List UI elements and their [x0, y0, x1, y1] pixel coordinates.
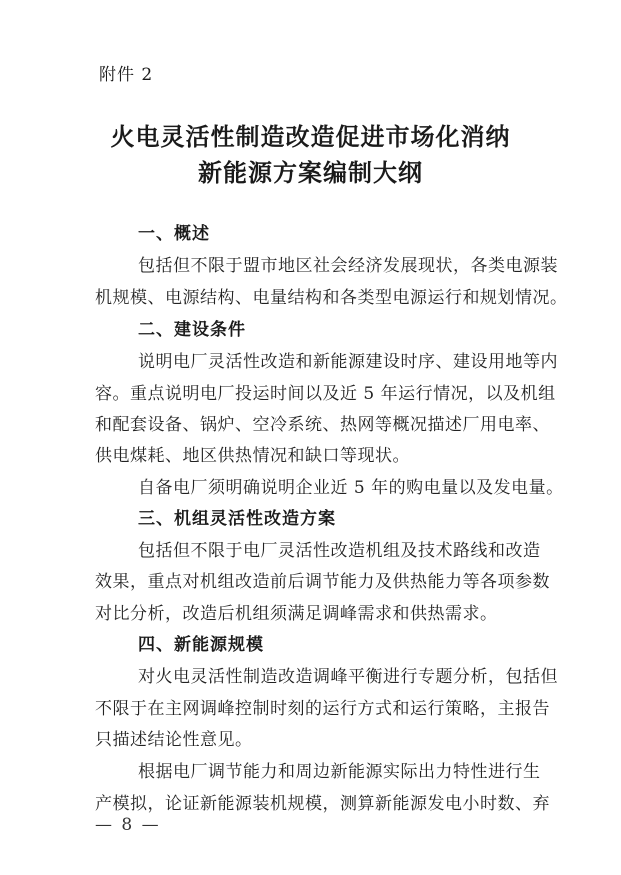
paragraph-line: 和配套设备、锅炉、空冷系统、热网等概况描述厂用电率、	[95, 415, 550, 435]
paragraph-line: 对比分析，改造后机组须满足调峰需求和供热需求。	[95, 604, 498, 624]
paragraph-line: 产模拟，论证新能源装机规模，测算新能源发电小时数、弃	[95, 794, 550, 814]
paragraph-line: 效果，重点对机组改造前后调节能力及供热能力等各项参数	[95, 572, 550, 592]
paragraph-line: 容。重点说明电厂投运时间以及近 5 年运行情况，以及机组	[95, 384, 556, 404]
document-title-line-2: 新能源方案编制大纲	[198, 158, 423, 187]
paragraph-line: 供电煤耗、地区供热情况和缺口等现状。	[95, 446, 410, 466]
section-heading-construction-conditions: 二、建设条件	[138, 320, 246, 340]
document-title-line-1: 火电灵活性制造改造促进市场化消纳	[110, 122, 511, 151]
paragraph-line: 包括但不限于电厂灵活性改造机组及技术路线和改造	[138, 541, 541, 561]
page-number: — 8 —	[95, 815, 161, 835]
section-heading-overview: 一、概述	[138, 224, 210, 244]
section-heading-retrofit-plan: 三、机组灵活性改造方案	[138, 509, 336, 529]
paragraph-line: 包括但不限于盟市地区社会经济发展现状，各类电源装	[138, 256, 558, 276]
section-heading-new-energy-scale: 四、新能源规模	[138, 635, 264, 655]
paragraph-line: 根据电厂调节能力和周边新能源实际出力特性进行生	[138, 762, 541, 782]
paragraph-line: 机规模、电源结构、电量结构和各类型电源运行和规划情况。	[95, 288, 568, 308]
paragraph-line: 不限于在主网调峰控制时刻的运行方式和运行策略，主报告	[95, 699, 550, 719]
paragraph-line: 自备电厂须明确说明企业近 5 年的购电量以及发电量。	[138, 478, 564, 498]
paragraph-line: 只描述结论性意见。	[95, 730, 253, 750]
attachment-label: 附件 2	[99, 65, 154, 85]
paragraph-line: 说明电厂灵活性改造和新能源建设时序、建设用地等内	[138, 352, 558, 372]
paragraph-line: 对火电灵活性制造改造调峰平衡进行专题分析，包括但	[138, 667, 558, 687]
